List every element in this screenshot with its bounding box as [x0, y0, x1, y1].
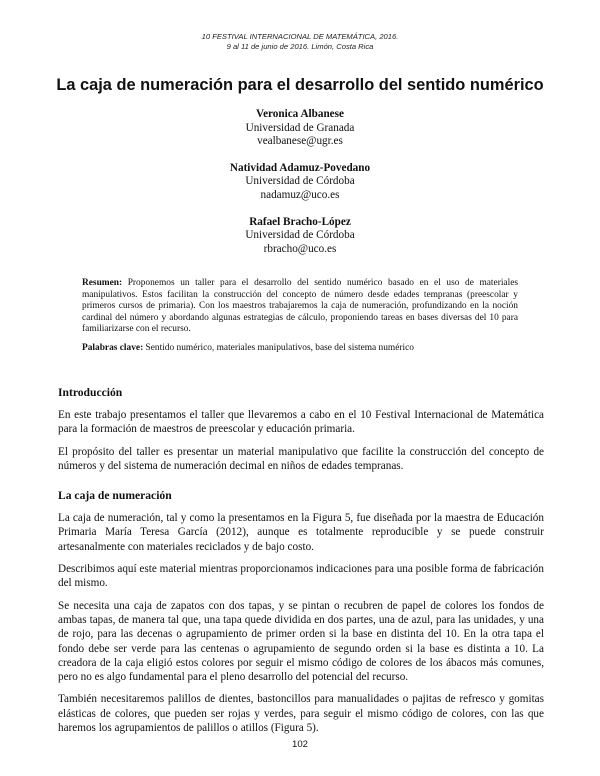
author-name: Natividad Adamuz-Povedano	[229, 161, 371, 174]
author-email: rbracho@uco.es	[263, 242, 337, 255]
page-number: 102	[291, 739, 308, 750]
keywords-label: Palabras clave:	[82, 342, 144, 353]
running-header	[0, 32, 600, 52]
paragraph: Describimos aquí este material mientras proporcionamos indicaciones para una posible forma de fabricación del mismo.	[58, 563, 544, 590]
header-line-2: 9 al 11 de junio de 2016. Limón, Costa Rica	[226, 42, 374, 51]
paragraph: La caja de numeración, tal y como la presentamos en la Figura 5, fue diseñada por la maestra de Educación Primaria María Teresa García (2012), aunque es totalmente reproducible y se puede construir artesanalmente con materiales reciclados y de bajo costo.	[58, 512, 544, 553]
author-affiliation: Universidad de Córdoba	[245, 175, 355, 188]
header-line-1: 10 FESTIVAL INTERNACIONAL DE MATEMÁTICA, 2016.	[201, 32, 399, 41]
section-heading-caja: La caja de numeración	[58, 489, 172, 503]
author-block	[0, 108, 600, 269]
author-name: Rafael Bracho-López	[249, 215, 351, 228]
author-affiliation: Universidad de Granada	[245, 121, 355, 134]
abstract	[82, 278, 518, 336]
author-name: Veronica Albanese	[256, 108, 344, 120]
author	[0, 108, 600, 149]
paragraph: El propósito del taller es presentar un material manipulativo que facilite la construcción del concepto de números y del sistema de numeración decimal en niños de edades tempranas.	[58, 445, 544, 472]
body-text	[58, 386, 544, 743]
abstract-block	[82, 278, 518, 362]
paragraph: También necesitaremos palillos de dientes, bastoncillos para manualidades o pajitas de refresco y gomitas elásticas de colores, que pueden ser rojas y verdes, para seguir el mismo código de colores, con las que haremos los agrupamientos de palillos o atillos (Figura 5).	[58, 693, 544, 735]
section-heading-introduccion: Introducción	[58, 386, 123, 399]
author	[0, 216, 600, 257]
paragraph: En este trabajo presentamos el taller que llevaremos a cabo en el 10 Festival Internacional de Matemática para la formación de maestros de preescolar y educación primaria.	[58, 409, 544, 436]
abstract-label: Resumen:	[82, 278, 123, 288]
keywords-text: Sentido numérico, materiales manipulativos, base del sistema numérico	[145, 342, 414, 353]
author-email: nadamuz@uco.es	[260, 188, 340, 201]
paper-title: La caja de numeración para el desarrollo del sentido numérico	[56, 76, 544, 94]
author-affiliation: Universidad de Córdoba	[245, 229, 355, 242]
author-email: vealbanese@ugr.es	[257, 135, 343, 148]
keywords	[82, 343, 518, 355]
abstract-text: Proponemos un taller para el desarrollo del sentido numérico basado en el uso de materiales manipulativos. Estos facilitan la construcción del concepto de número desde edades tempranas (preescolar y primeros cursos de primaria). Con los maestros trabajaremos la caja de numeración, profundizando en la noción cardinal del número y abordando algunas estrategias de cálculo, proponiendo tareas en bases diversas del 10 para familiarizarse con el recurso.	[82, 278, 519, 335]
author	[0, 162, 600, 203]
paragraph: Se necesita una caja de zapatos con dos tapas, y se pintan o recubren de papel de colores los fondos de ambas tapas, de manera tal que, una tapa quede dividida en dos partes, una de azul, para las unidades, y una de rojo, para las decenas o agrupamiento de primer orden si la base en distinta del 10. En la otra tapa el fondo debe ser verde para las centenas o agrupamiento de segundo orden si la base es distinta a 10. La creadora de la caja eligió estos colores por seguir el mismo código de colores de los ábacos más comunes, pero no es algo fundamental para el pleno desarrollo del potencial del recurso.	[58, 599, 544, 684]
